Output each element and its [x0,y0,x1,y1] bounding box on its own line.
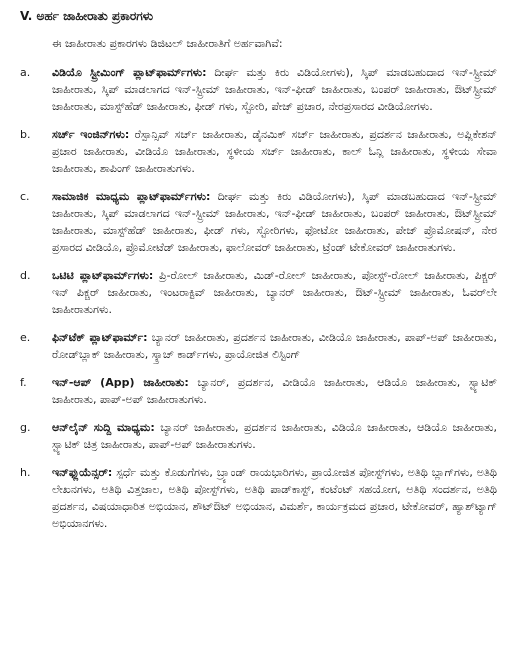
list-item-body [52,374,497,408]
list-item-text: ದೀರ್ಘ ಮತ್ತು ಕಿರು ವಿಡಿಯೋಗಳು), ಸ್ಕಿಪ್ ಮಾಡಬಹುದಾದ ಇನ್-ಸ್ಟ್ರೀಮ್ ಜಾಹೀರಾತು, ಸ್ಕಿಪ್ ಮಾಡಲಾಗದ ಇನ್-ಸ್ಟ್ರೀಮ್ ಜಾಹೀರಾತು, ಇನ್-ಫೀಡ್ ಜಾಹೀರಾತು, ಬಂಪರ್ ಜಾಹೀರಾತು, ಔಟ್‌ಸ್ಟ್ರೀಮ್ ಜಾಹೀರಾತು, ಮಾಸ್ಟ್‌ಹೆಡ್ ಜಾಹೀರಾತು, ಫೀಡ್ ಗಳು, ಸ್ಟೋರಿಗಳು, ಫೋಟೋ ಜಾಹೀರಾತು, ಪೇಜ್ ಪ್ರೊಮೋಷನ್, ನೇರ ಪ್ರಸಾರದ ವೀಡಿಯೊ, ಪ್ರೊಮೋಟೆಡ್ ಜಾಹೀರಾತು, ಫಾಲೋವರ್ ಜಾಹೀರಾತು, ಟ್ರೆಂಡ್ ಟೇಕೋವರ್ ಜಾಹೀರಾತುಗಳು. [52,190,497,254]
list-item-body [52,267,497,318]
list-letter: c. [20,190,30,203]
intro-text: ಈ ಜಾಹೀರಾತು ಪ್ರಕಾರಗಳು ಡಿಜಿಟಲ್ ಜಾಹೀರಾತಿಗೆ ಅರ್ಹವಾಗಿವೆ: [52,37,283,50]
list-item-text: ಬ್ಯಾನರ್ ಜಾಹೀರಾತು, ಪ್ರದರ್ಶನ ಜಾಹೀರಾತು, ವೀಡಿಯೊ ಜಾಹೀರಾತು, ಪಾಪ್-ಅಪ್ ಜಾಹೀರಾತು, ರೋಡ್‌ಬ್ಲಾಕ್ ಜಾಹೀರಾತು, ಸ್ಕ್ರಾಚ್ ಕಾರ್ಡ್‌ಗಳು, ಪ್ರಾಯೋಜಿತ ಲಿಸ್ಟಿಂಗ್ [52,331,497,361]
list-item [20,126,497,177]
list-item-title: ಇನ್-ಆಪ್ (App) ಜಾಹೀರಾತು: [52,376,189,389]
list-item [20,267,497,318]
list-item [20,64,497,115]
list-item [20,374,497,408]
list-item-body [52,188,497,256]
list-item-text: ರೆಸ್ಪಾನ್ಸಿವ್ ಸರ್ಚ್ ಜಾಹೀರಾತು, ಡೈನಮಿಕ್ ಸರ್ಚ್ ಜಾಹೀರಾತು, ಪ್ರದರ್ಶನ ಜಾಹೀರಾತು, ಅಪ್ಲಿಕೇಶನ್ ಪ್ರಚಾರ ಜಾಹೀರಾತು, ವೀಡಿಯೊ ಜಾಹೀರಾತು, ಸ್ಥಳೀಯ ಸರ್ಚ್ ಜಾಹೀರಾತು, ಕಾಲ್ ಓನ್ಲಿ ಜಾಹೀರಾತು, ಸ್ಥಳೀಯ ಸೇವಾ ಜಾಹೀರಾತು, ಶಾಪಿಂಗ್ ಜಾಹೀರಾತುಗಳು. [52,128,497,175]
list-item-title: ಸಾಮಾಜಿಕ ಮಾಧ್ಯಮ ಪ್ಲಾಟ್‌ಫಾರ್ಮ್‌ಗಳು: [52,190,211,203]
list-item-body [52,329,497,363]
list-letter: h. [20,466,31,479]
list-item-body [52,64,497,115]
list-letter: b. [20,128,31,141]
list-item [20,464,497,532]
list-item-title: ಫಿನ್‌ಟೆಕ್ ಪ್ಲಾಟ್‌ಫಾರ್ಮ್: [52,331,148,344]
list-letter: d. [20,269,31,282]
list-item-title: ಸರ್ಚ್ ಇಂಜಿನ್‌ಗಳು: [52,128,130,141]
list-item-title: ಒಟಿಟಿ ಪ್ಲಾಟ್‌ಫಾರ್ಮ್‌ಗಳು: [52,269,154,282]
list-letter: a. [20,66,31,79]
list-item-title: ವಿಡಿಯೊ ಸ್ಟ್ರೀಮಿಂಗ್ ಪ್ಲಾಟ್‌ಫಾರ್ಮ್‌ಗಳು: [52,66,207,79]
list-item-text: ಬ್ಯಾನರ್ ಜಾಹೀರಾತು, ಪ್ರದರ್ಶನ ಜಾಹೀರಾತು, ವಿಡಿಯೊ ಜಾಹೀರಾತು, ಆಡಿಯೊ ಜಾಹೀರಾತು, ಸ್ಟ್ಯಾಟಿಕ್ ಚಿತ್ರ ಜಾಹೀರಾತು, ಪಾಪ್-ಅಪ್ ಜಾಹೀರಾತುಗಳು. [52,421,497,451]
list-item-title: ಇನ್‌ಫ್ಲುಯೆನ್ಸರ್: [52,466,113,479]
list-item-title: ಆನ್‌ಲೈನ್ ಸುದ್ದಿ ಮಾಧ್ಯಮ: [52,421,155,434]
list-letter: f. [20,376,27,389]
section-heading: V. ಅರ್ಹ ಜಾಹೀರಾತು ಪ್ರಕಾರಗಳು [20,9,154,23]
list-item-body [52,419,497,453]
list-letter: g. [20,421,31,434]
list-item [20,188,497,256]
list-item-body [52,464,497,532]
list-item-body [52,126,497,177]
list-item-text: ಸ್ಪರ್ಧೆ ಮತ್ತು ಕೊಡುಗೆಗಳು, ಬ್ರ್ಯಾಂಡ್ ರಾಯಭಾರಿಗಳು, ಪ್ರಾಯೋಜಿತ ಪೋಸ್ಟ್‌ಗಳು, ಅತಿಥಿ ಬ್ಲಾಗ್‌ಗಳು, ಅತಿಥಿ ಲೇಖನಗಳು, ಅತಿಥಿ ವಿತ್ತಜಾಲ, ಅತಿಥಿ ಪೋಸ್ಟ್‌ಗಳು, ಅತಿಥಿ ಪಾಡ್‌ಕಾಸ್ಟ್, ಕಂಟೆಂಟ್ ಸಹಯೋಗ, ಅತಿಥಿ ಸಂದರ್ಶನ, ಅತಿಥಿ ಪ್ರದರ್ಶನ, ವಿಷಯಾಧಾರಿತ ಅಭಿಯಾನ, ಶೌಟ್‌ಔಟ್ ಅಭಿಯಾನ, ವಿಮರ್ಶೆ, ಕಾರ್ಯಕ್ರಮದ ಪ್ರಚಾರ, ಟೇಕೋವರ್, ಹ್ಯಾಶ್‌ಟ್ಯಾಗ್ ಅಭಿಯಾನಗಳು. [52,466,497,530]
list-item-text: ದೀರ್ಘ ಮತ್ತು ಕಿರು ವಿಡಿಯೋಗಳು), ಸ್ಕಿಪ್ ಮಾಡಬಹುದಾದ ಇನ್-ಸ್ಟ್ರೀಮ್ ಜಾಹೀರಾತು, ಸ್ಕಿಪ್ ಮಾಡಲಾಗದ ಇನ್-ಸ್ಟ್ರೀಮ್ ಜಾಹೀರಾತು, ಇನ್-ಫೀಡ್ ಜಾಹೀರಾತು, ಬಂಪರ್ ಜಾಹೀರಾತು, ಔಟ್‌ಸ್ಟ್ರೀಮ್ ಜಾಹೀರಾತು, ಮಾಸ್ಟ್‌ಹೆಡ್ ಜಾಹೀರಾತು, ಫೀಡ್ ಗಳು, ಸ್ಟೋರಿ, ಪೇಜ್ ಪ್ರಚಾರ, ನೇರಪ್ರಸಾರದ ವೀಡಿಯೋಗಳು. [52,66,497,113]
list-item-text: ಬ್ಯಾನರ್, ಪ್ರದರ್ಶನ, ವೀಡಿಯೊ ಜಾಹೀರಾತು, ಆಡಿಯೊ ಜಾಹೀರಾತು, ಸ್ಟ್ಯಾಟಿಕ್ ಜಾಹೀರಾತು, ಪಾಪ್-ಅಪ್ ಜಾಹೀರಾತುಗಳು. [52,376,497,406]
list-item-text: ಪ್ರಿ-ರೋಲ್ ಜಾಹೀರಾತು, ಮಿಡ್-ರೋಲ್ ಜಾಹೀರಾತು, ಪೋಸ್ಟ್-ರೋಲ್ ಜಾಹೀರಾತು, ಪಿಕ್ಚರ್ ಇನ್ ಪಿಕ್ಚರ್ ಜಾಹೀರಾತು, ಇಂಟರಾಕ್ಟಿವ್ ಜಾಹೀರಾತು, ಬ್ಯಾನರ್ ಜಾಹೀರಾತು, ಔಟ್-ಸ್ಟ್ರೀಮ್ ಜಾಹೀರಾತು, ಓವರ್‌ಲೇ ಜಾಹೀರಾತುಗಳು. [52,269,498,316]
list-item [20,329,497,363]
list-item [20,419,497,453]
list-letter: e. [20,331,31,344]
